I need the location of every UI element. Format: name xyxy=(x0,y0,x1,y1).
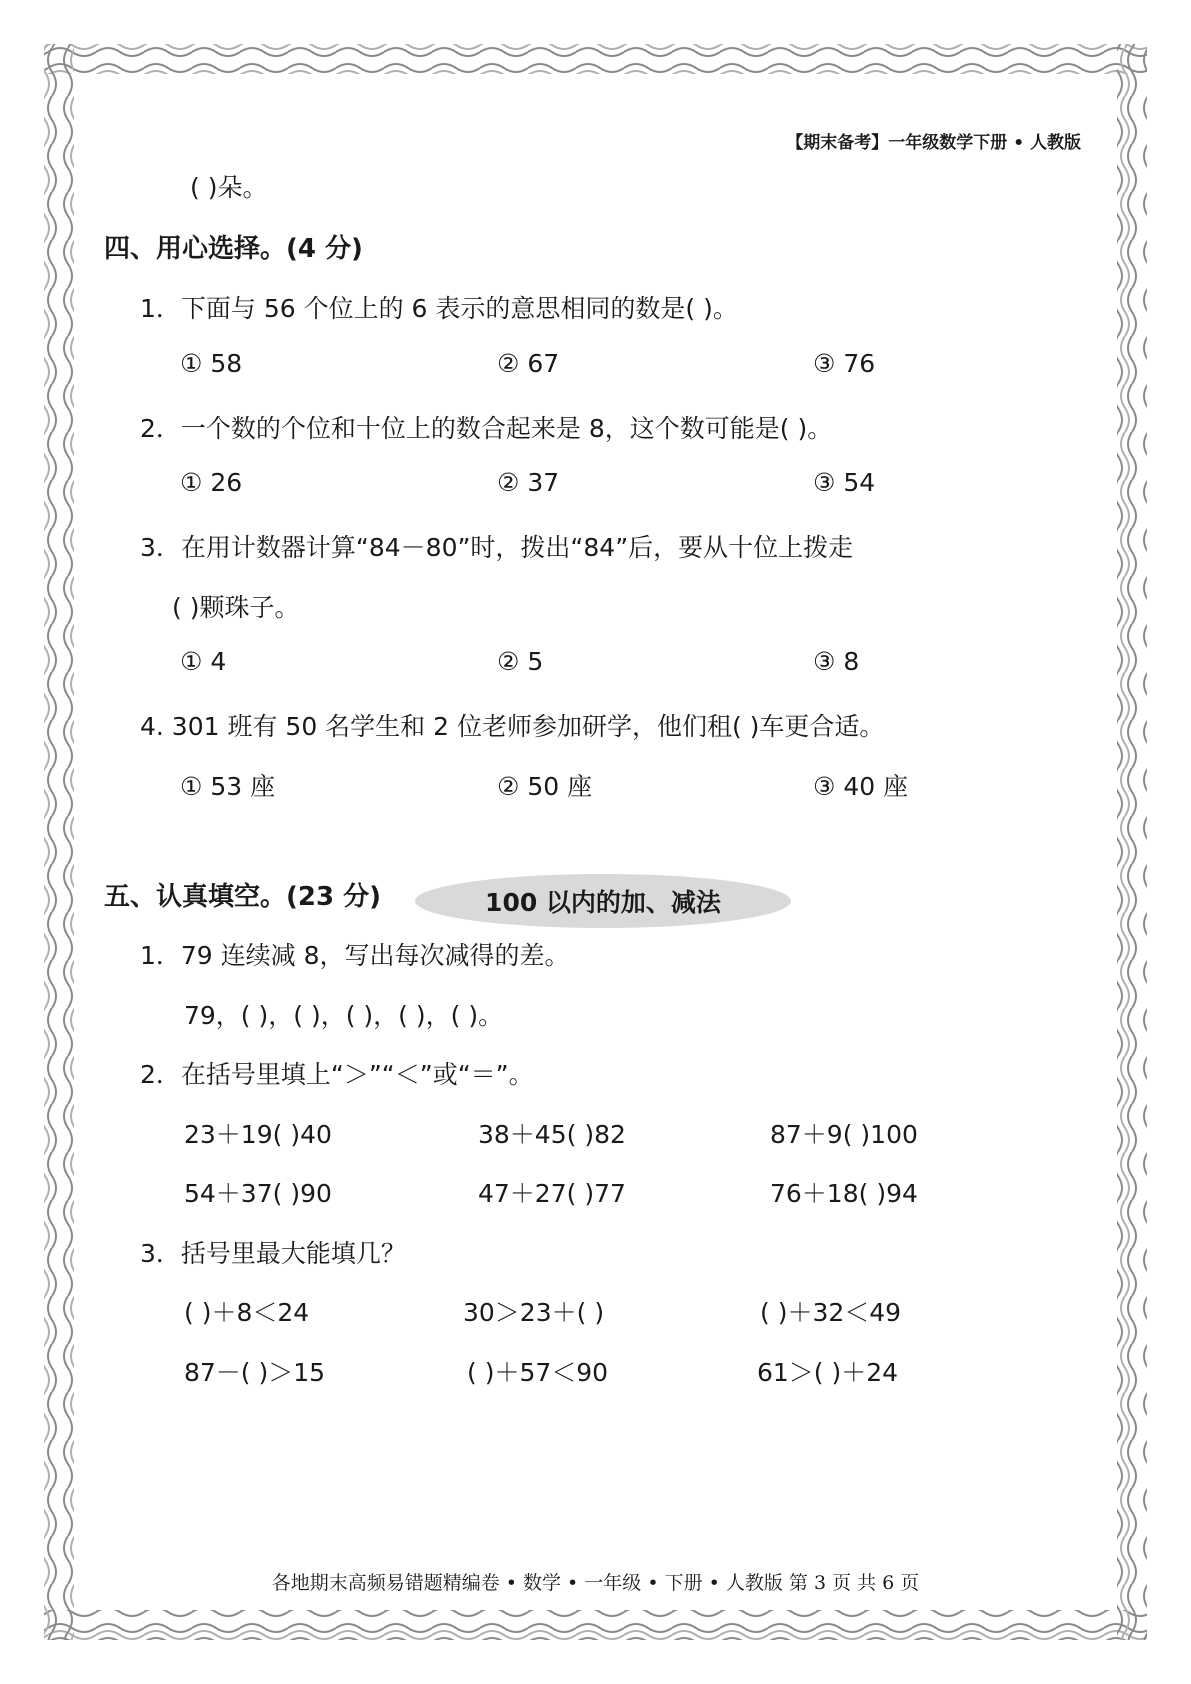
s5-q3-item: 30＞23＋( ) xyxy=(463,1298,605,1327)
s4-q4-option-3: ③ 40 座 xyxy=(813,772,909,801)
page-footer: 各地期末高频易错题精编卷 • 数学 • 一年级 • 下册 • 人教版 第 3 页 共 6 页 xyxy=(271,1572,920,1594)
s5-q3-item: ( )＋32＜49 xyxy=(760,1298,902,1327)
section4-heading: 四、用心选择。(4 分) xyxy=(104,234,363,264)
s4-q3-option-3: ③ 8 xyxy=(813,647,860,676)
s4-q4-stem: 4. 301 班有 50 名学生和 2 位老师参加研学，他们租( )车更合适。 xyxy=(140,712,885,741)
s4-q3-option-2: ② 5 xyxy=(497,647,544,676)
s5-q2-item: 87＋9( )100 xyxy=(770,1120,918,1149)
s5-q3-item: 87－( )＞15 xyxy=(184,1358,326,1387)
s4-q2-option-1: ① 26 xyxy=(180,468,243,497)
s5-q3-item: 61＞( )＋24 xyxy=(757,1358,899,1387)
s4-q1-stem: 1．下面与 56 个位上的 6 表示的意思相同的数是( )。 xyxy=(140,294,738,323)
s5-q2-item: 76＋18( )94 xyxy=(770,1179,918,1208)
s5-q1-answer-line: 79，( )，( )，( )，( )，( )。 xyxy=(184,1001,504,1030)
topic-banner xyxy=(415,874,791,928)
s4-q4-option-1: ① 53 座 xyxy=(180,772,276,801)
s4-q2-stem: 2．一个数的个位和十位上的数合起来是 8，这个数可能是( )。 xyxy=(140,414,833,443)
s4-q2-option-2: ② 37 xyxy=(497,468,560,497)
s5-q2-item: 54＋37( )90 xyxy=(184,1179,332,1208)
section5-heading: 五、认真填空。(23 分) xyxy=(104,882,381,912)
s5-q2-item: 38＋45( )82 xyxy=(478,1120,626,1149)
carryover-line: ( )朵。 xyxy=(190,173,268,202)
header-title: 【期末备考】一年级数学下册 • 人教版 xyxy=(786,133,1081,153)
s5-q3-item: ( )＋57＜90 xyxy=(467,1358,609,1387)
s4-q1-option-1: ① 58 xyxy=(180,349,243,378)
s4-q3-stem-line2: ( )颗珠子。 xyxy=(172,593,300,622)
s5-q2-item: 47＋27( )77 xyxy=(478,1179,626,1208)
s4-q1-option-3: ③ 76 xyxy=(813,349,876,378)
s5-q1-stem: 1．79 连续减 8，写出每次减得的差。 xyxy=(140,941,570,970)
s4-q1-option-2: ② 67 xyxy=(497,349,560,378)
s4-q3-stem-line1: 3．在用计数器计算“84－80”时，拨出“84”后，要从十位上拨走 xyxy=(140,533,854,562)
s5-q2-stem: 2．在括号里填上“＞”“＜”或“＝”。 xyxy=(140,1060,534,1089)
s4-q4-option-2: ② 50 座 xyxy=(497,772,593,801)
s5-q2-item: 23＋19( )40 xyxy=(184,1120,332,1149)
s5-q3-item: ( )＋8＜24 xyxy=(184,1298,310,1327)
s4-q2-option-3: ③ 54 xyxy=(813,468,876,497)
s4-q3-option-1: ① 4 xyxy=(180,647,227,676)
topic-banner-label: 100 以内的加、减法 xyxy=(485,888,721,917)
s5-q3-stem: 3．括号里最大能填几？ xyxy=(140,1239,406,1268)
